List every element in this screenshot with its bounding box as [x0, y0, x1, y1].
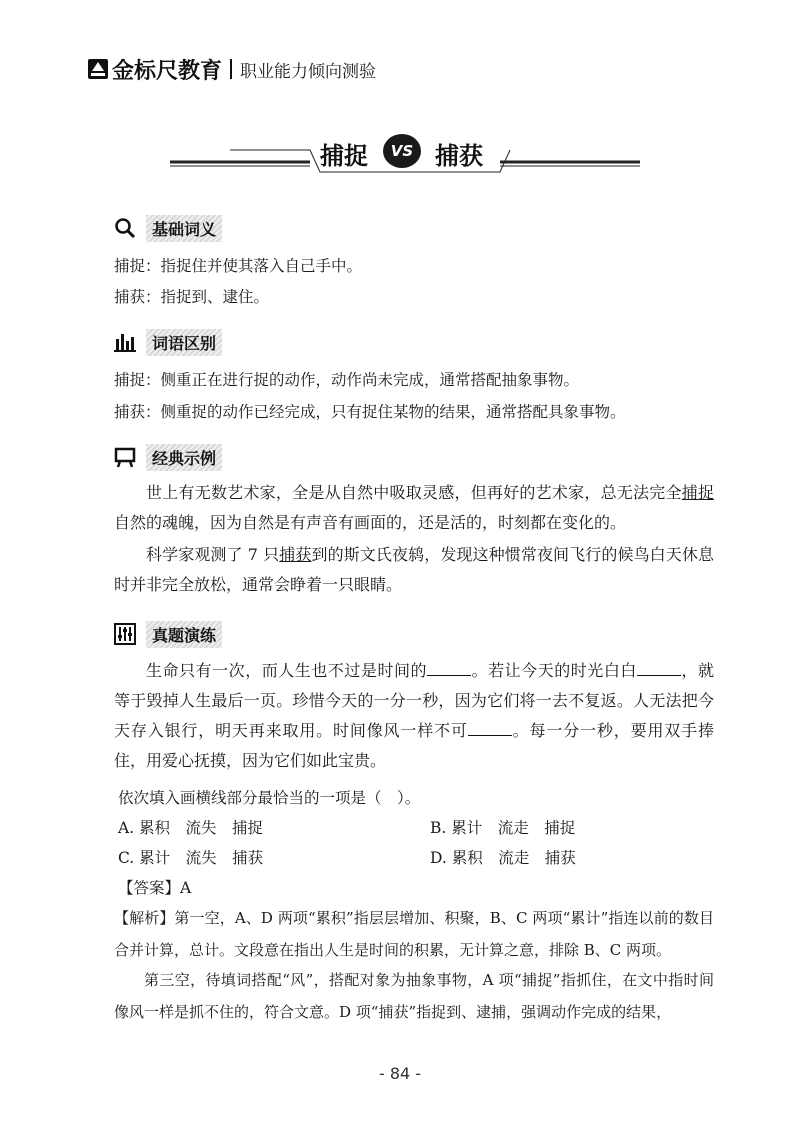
question-prompt: 依次填入画横线部分最恰当的一项是（ ）。	[118, 789, 421, 807]
example-text: 科学家观测了 7 只	[146, 545, 280, 564]
section-label: 经典示例	[146, 444, 222, 471]
example-text: 到的斯文氏夜鸫，发现这种惯常夜间飞行的候鸟白天休息时并非完全放松，通常会睁着一只眼睛。	[114, 545, 714, 594]
section-label: 基础词义	[146, 215, 222, 242]
example-paragraph-2	[114, 540, 714, 600]
basic-meaning-line-2: 捕获：指捉到、逮住。	[114, 288, 270, 306]
header-divider	[230, 59, 232, 79]
title-word-right: 捕获	[435, 142, 483, 170]
analysis-paragraph-2: 第三空，待填词搭配“风”，搭配对象为抽象事物，A 项“捕捉”指抓住，在文中指时间像风一样是抓不住的，符合文意。D 项“捕获”指捉到、逮捕，强调动作完成的结果，	[114, 971, 714, 1021]
brand-name: 金标尺教育	[112, 58, 223, 84]
underlined-term: 捕获	[279, 545, 312, 564]
section-label: 词语区别	[146, 329, 222, 356]
passage-text: ，就等于毁掉人生最后一页。珍惜今天的一分一秒，因为它们将一去不复返。人无法把今天存入银行，明天再来取用。时间像风一样不可	[114, 661, 714, 740]
bar-chart-icon	[114, 331, 136, 353]
option-a: A. 累积 流失 捕捉	[118, 819, 264, 837]
basic-meaning-line-1: 捕捉：指捉住并使其落入自己手中。	[114, 257, 363, 275]
header-subtitle: 职业能力倾向测验	[240, 61, 377, 82]
sliders-icon	[114, 623, 136, 645]
vs-badge: VS	[383, 134, 421, 168]
section-practice-header	[114, 620, 222, 648]
example-text: 自然的魂魄，因为自然是有声音有画面的，还是活的，时刻都在变化的。	[114, 513, 627, 532]
question-passage	[114, 656, 714, 776]
title-banner	[170, 130, 640, 180]
fill-blank-3	[468, 721, 512, 736]
underlined-term: 捕捉	[681, 483, 714, 502]
easel-board-icon	[114, 446, 136, 468]
section-word-difference-header	[114, 328, 222, 356]
example-paragraph-1	[114, 478, 714, 538]
difference-line-1: 捕捉：侧重正在进行捉的动作，动作尚未完成，通常搭配抽象事物。	[114, 371, 580, 389]
page-number: - 84 -	[378, 1064, 422, 1083]
analysis-paragraph-1: 【解析】第一空，A、D 两项“累积”指层层增加、积聚，B、C 两项“累计”指连以前的数目合并计算，总计。文段意在指出人生是时间的积累，无计算之意，排除 B、C 两项。	[114, 909, 714, 959]
answer-line: 【答案】A	[118, 879, 192, 897]
section-examples-header	[114, 443, 222, 471]
passage-text: 。若让今天的时光白白	[471, 661, 637, 680]
magnifier-icon	[114, 217, 136, 239]
section-basic-meaning-header	[114, 214, 222, 242]
passage-text: 生命只有一次，而人生也不过是时间的	[146, 661, 428, 680]
option-b: B. 累计 流走 捕捉	[430, 819, 576, 837]
fill-blank-1	[427, 661, 471, 676]
section-label: 真题演练	[146, 621, 222, 648]
page-header	[88, 56, 376, 82]
difference-line-2: 捕获：侧重捉的动作已经完成，只有捉住某物的结果，通常搭配具象事物。	[114, 403, 626, 421]
brand-logo-icon	[88, 59, 108, 79]
title-word-left: 捕捉	[320, 142, 368, 170]
option-c: C. 累计 流失 捕获	[118, 849, 264, 867]
passage-text: 。每一分一秒，要用双手捧住，用爱心抚摸，因为它们如此宝贵。	[114, 721, 714, 770]
option-d: D. 累积 流走 捕获	[430, 849, 576, 867]
example-text: 世上有无数艺术家，全是从自然中吸取灵感，但再好的艺术家，总无法完全	[146, 483, 682, 502]
fill-blank-2	[637, 661, 681, 676]
